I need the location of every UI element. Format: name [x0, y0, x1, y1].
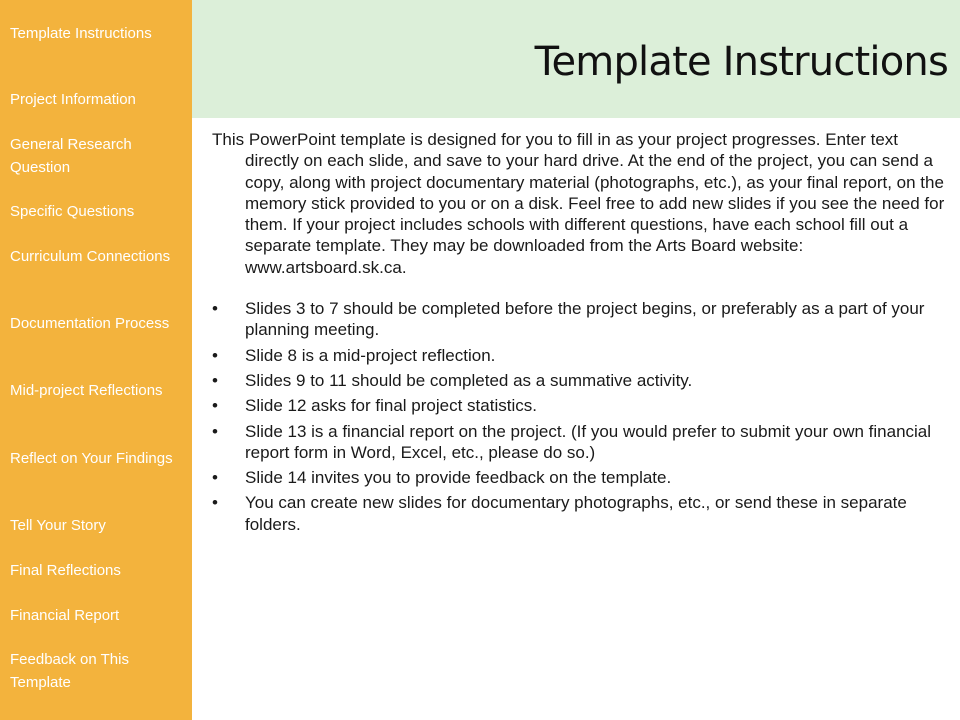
list-item-text: Slide 8 is a mid-project reflection. [245, 345, 496, 365]
sidebar-item-tell-your-story[interactable]: Tell Your Story [10, 517, 106, 534]
bullet-icon: • [212, 299, 218, 319]
list-item [212, 421, 952, 464]
bullet-icon: • [212, 493, 218, 513]
list-item [212, 298, 952, 341]
list-item-text: Slide 14 invites you to provide feedback on the template. [245, 468, 672, 488]
bullet-icon: • [212, 345, 218, 365]
list-item [212, 370, 952, 391]
list-item [212, 395, 952, 416]
list-item-text: You can create new slides for documentary photographs, etc., or send these in separate folders. [245, 493, 907, 534]
sidebar-item-feedback-on-this-template[interactable]: Feedback on This Template [10, 651, 129, 691]
list-item-text: Slides 9 to 11 should be completed as a summative activity. [245, 370, 693, 390]
sidebar-item-documentation-process[interactable]: Documentation Process [10, 315, 170, 332]
sidebar-item-general-research-question[interactable]: General Research Question [10, 136, 132, 176]
sidebar-item-project-information[interactable]: Project Information [10, 91, 136, 108]
list-item [212, 345, 952, 366]
page-title: Template Instructions [534, 39, 948, 85]
list-item [212, 467, 952, 488]
bullet-icon: • [212, 421, 218, 441]
list-item-text: Slide 13 is a financial report on the project. (If you would prefer to submit your own financial report form in Word, Excel, etc., please do so.) [245, 421, 932, 462]
sidebar-item-specific-questions[interactable]: Specific Questions [10, 203, 135, 220]
bullet-icon: • [212, 468, 218, 488]
sidebar-item-financial-report[interactable]: Financial Report [10, 607, 120, 624]
sidebar-item-curriculum-connections[interactable]: Curriculum Connections [10, 248, 171, 265]
list-item-text: Slide 12 asks for final project statistics. [245, 396, 537, 416]
sidebar-item-final-reflections[interactable]: Final Reflections [10, 562, 121, 579]
sidebar-item-template-instructions[interactable]: Template Instructions [10, 25, 152, 42]
sidebar-item-mid-project-reflections[interactable]: Mid-project Reflections [10, 382, 163, 399]
bullet-icon: • [212, 370, 218, 390]
sidebar-item-reflect-on-your-findings[interactable]: Reflect on Your Findings [10, 450, 173, 467]
slide-body [212, 129, 952, 539]
bullet-icon: • [212, 396, 218, 416]
sidebar-nav [0, 0, 192, 720]
title-banner [192, 0, 960, 118]
list-item [212, 492, 952, 535]
intro-paragraph: This PowerPoint template is designed for you to fill in as your project progresses. Enter text directly on each slide, and save to your hard drive. At the end of the project, you can send a copy, along with project documentary material (photographs, etc.), as your final report, on the memory stick provided to you or on a disk. Feel free to add new slides if you see the need for them. If your project includes schools with different questions, have each school fill out a separate template. They may be downloaded from the Arts Board website: www.artsboard.sk.ca. [212, 130, 945, 277]
list-item-text: Slides 3 to 7 should be completed before the project begins, or preferably as a part of your planning meeting. [245, 299, 925, 340]
instruction-list [212, 298, 952, 535]
